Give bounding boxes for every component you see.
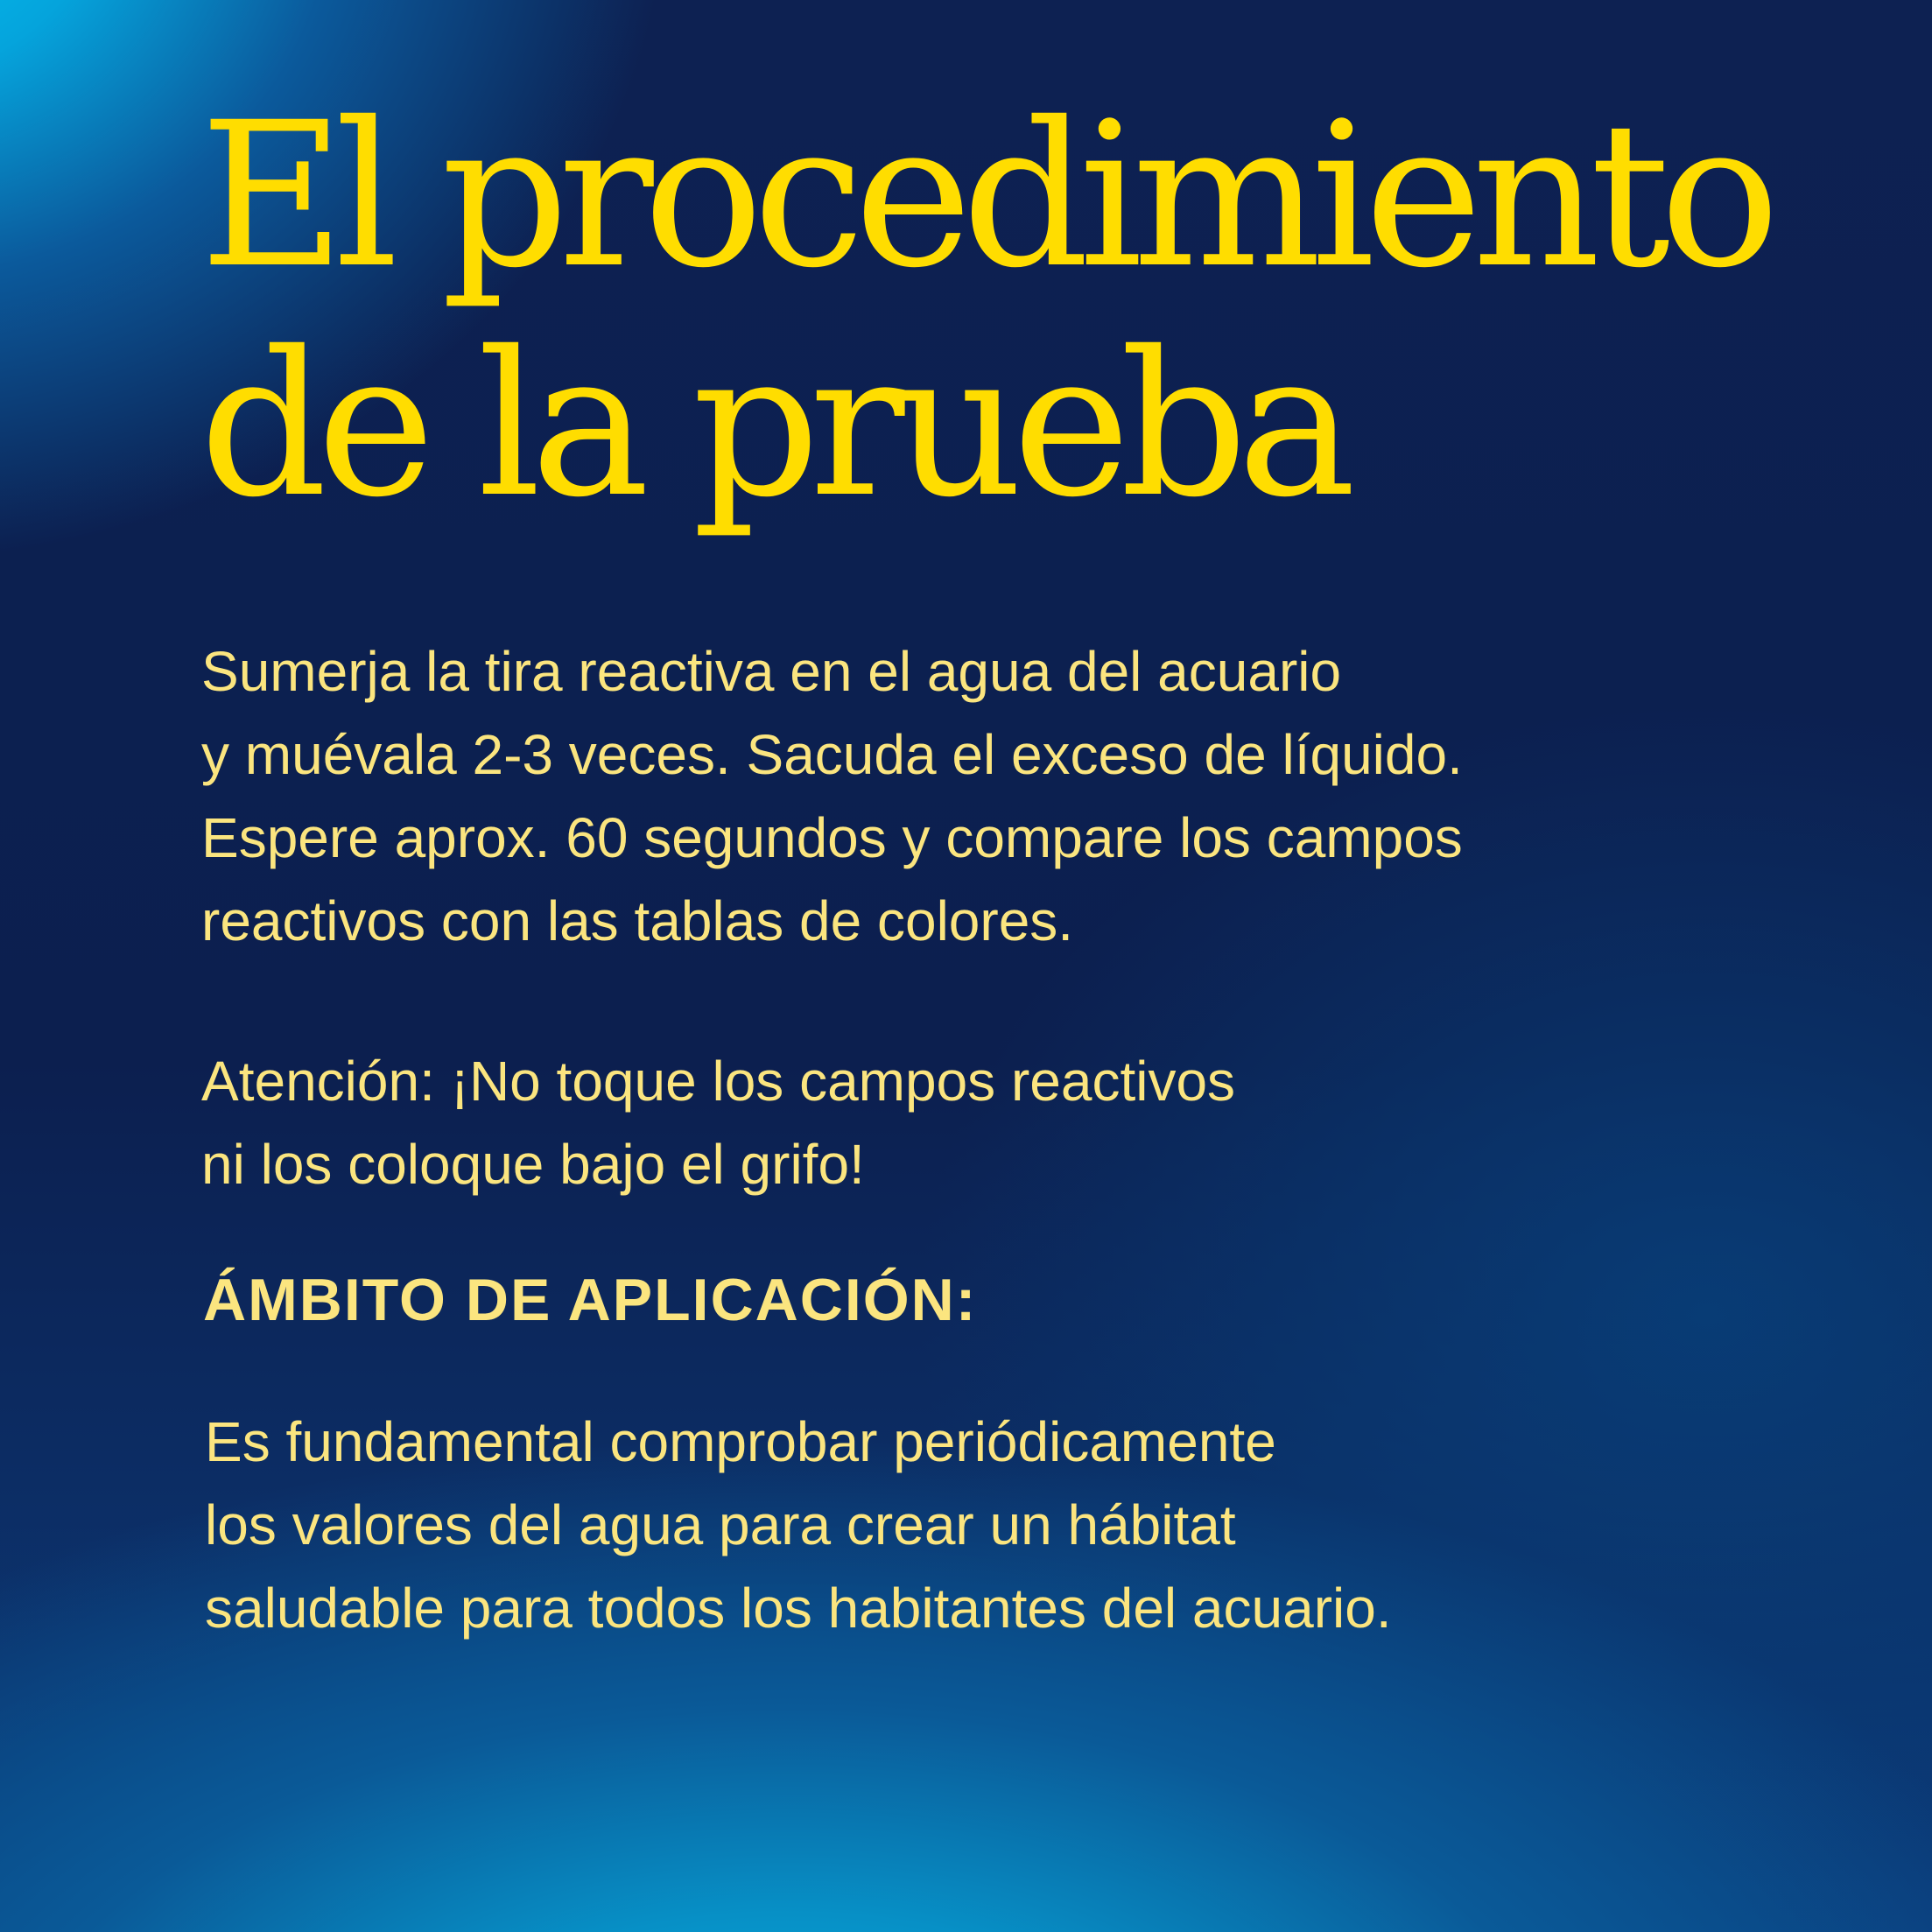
scope-line: saludable para todos los habitantes del acuario.: [205, 1577, 1392, 1640]
warning-paragraph: [201, 1040, 1235, 1206]
scope-heading: ÁMBITO DE APLICACIÓN:: [203, 1267, 978, 1333]
instructions-line: Sumerja la tira reactiva en el agua del acuario: [201, 640, 1342, 703]
instructions-paragraph: [201, 630, 1463, 963]
scope-line: los valores del agua para crear un hábitat: [205, 1493, 1236, 1556]
warning-line: ni los coloque bajo el grifo!: [201, 1133, 865, 1196]
title-line-1: El procedimiento: [200, 79, 1770, 312]
scope-paragraph: [205, 1401, 1392, 1650]
scope-line: Es fundamental comprobar periódicamente: [205, 1410, 1276, 1473]
page-title: [200, 81, 1769, 539]
instructions-line: reactivos con las tablas de colores.: [201, 889, 1074, 952]
warning-line: Atención: ¡No toque los campos reactivos: [201, 1050, 1236, 1113]
instructions-line: y muévala 2-3 veces. Sacuda el exceso de líquido.: [201, 723, 1463, 786]
instructions-line: Espere aprox. 60 segundos y compare los campos: [201, 806, 1463, 869]
title-line-2: de la prueba: [200, 308, 1346, 541]
